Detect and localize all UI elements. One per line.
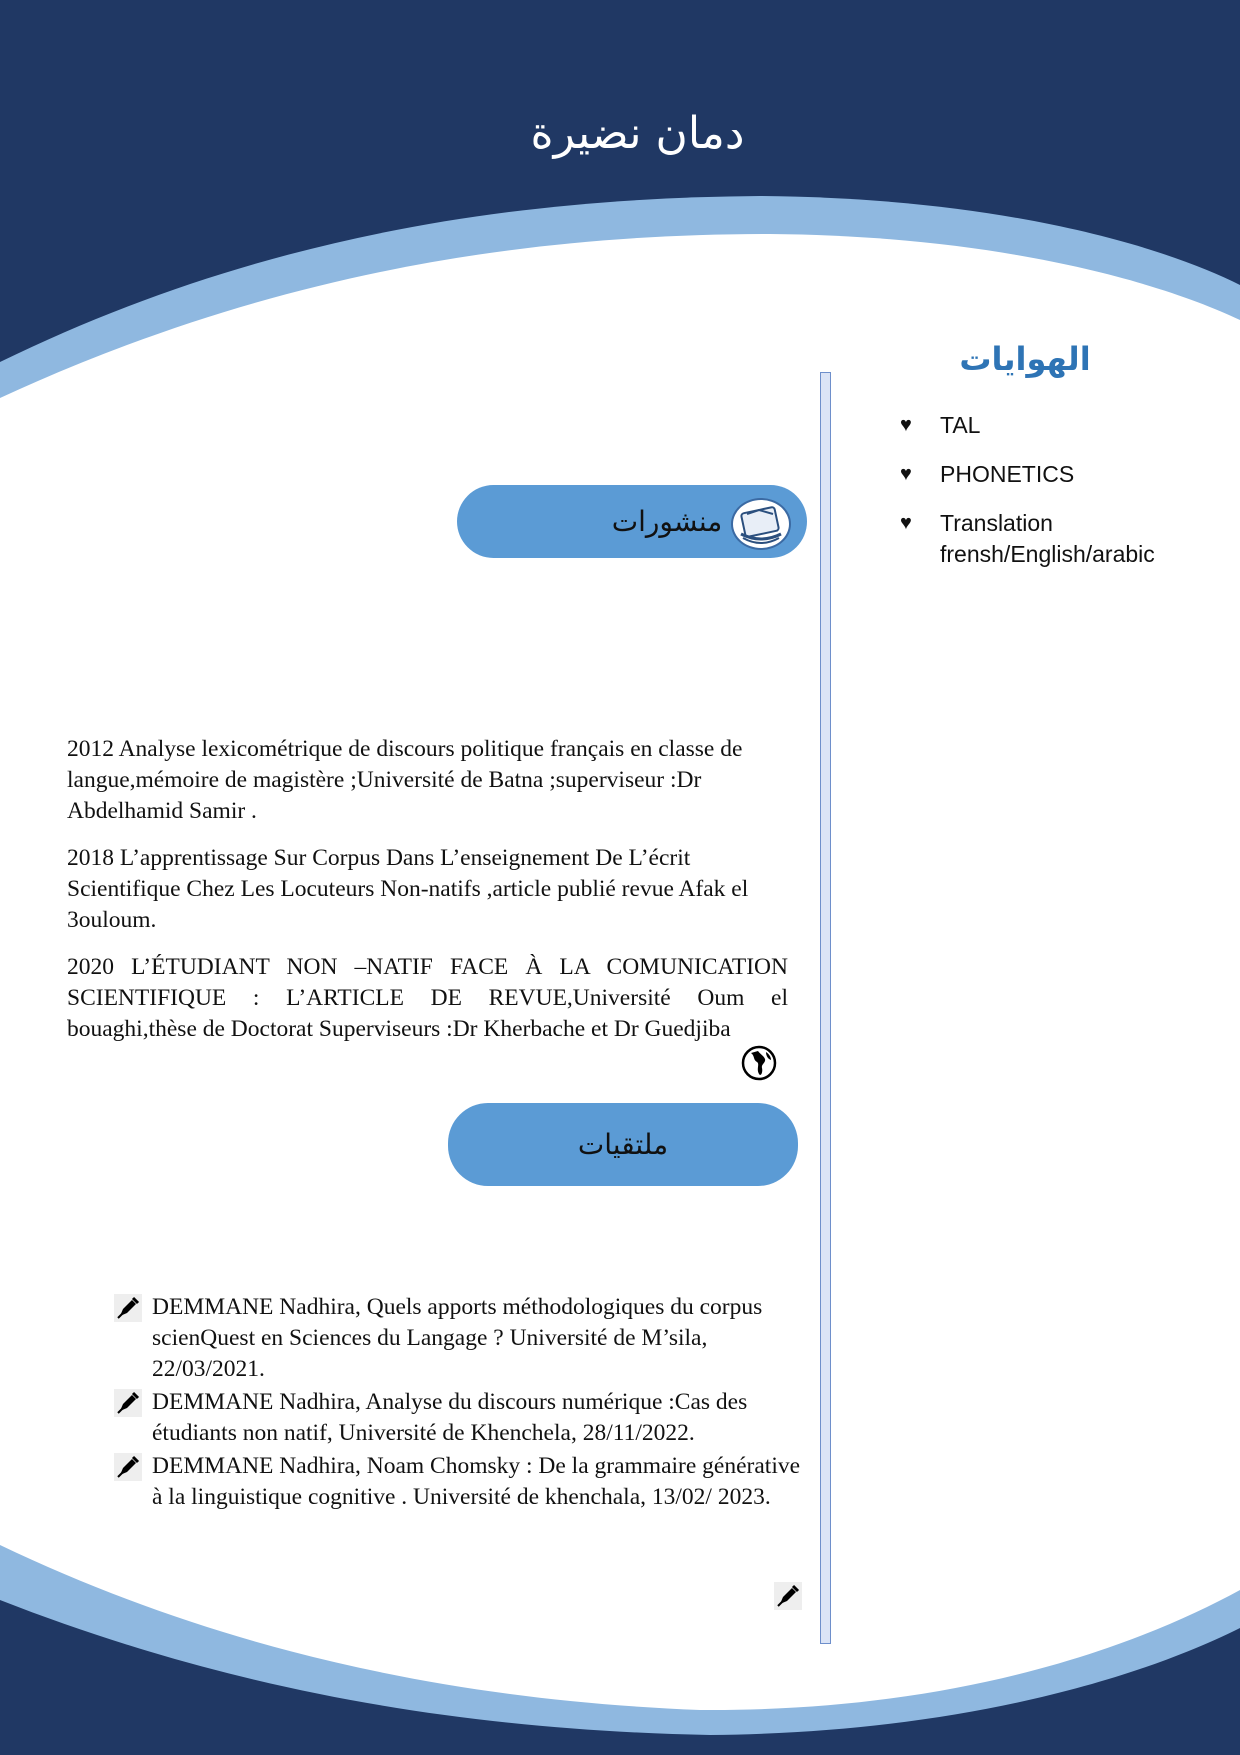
hobbies-title: الهوايات (959, 340, 1091, 378)
list-item (114, 1387, 804, 1449)
pen-icon (114, 1389, 142, 1417)
pen-icon (774, 1582, 802, 1610)
publications-list (67, 734, 788, 1061)
heart-icon: ♥ (900, 512, 912, 534)
hobbies-list (900, 410, 1230, 588)
conference-text: DEMMANE Nadhira, Analyse du discours numérique :Cas des étudiants non natif, Université de Khenchela, 28/11/2022. (152, 1389, 748, 1446)
publications-title: منشورات (611, 505, 723, 538)
header-name: دمان نضيرة (530, 108, 745, 159)
globe-icon (741, 1044, 777, 1082)
hobby-label: Translation frensh/English/arabic (940, 510, 1155, 567)
list-item (114, 1451, 804, 1513)
pen-icon (114, 1294, 142, 1322)
list-item (900, 410, 1230, 441)
list-item (900, 508, 1230, 570)
conferences-list (114, 1292, 804, 1515)
conference-text: DEMMANE Nadhira, Noam Chomsky : De la grammaire générative à la linguistique cognitive . Université de khenchala, 13/02/ 2023. (152, 1453, 801, 1510)
list-item (900, 459, 1230, 490)
heart-icon: ♥ (900, 414, 912, 436)
conference-text: DEMMANE Nadhira, Quels apports méthodologiques du corpus scienQuest en Sciences du Langage ? Université de M’sila, 22/03/2021. (152, 1294, 763, 1382)
publication-item: 2012 Analyse lexicométrique de discours politique français en classe de langue,mémoire de magistère ;Université de Batna ;superviseur :Dr Abdelhamid Samir . (67, 736, 743, 824)
publication-item: 2018 L’apprentissage Sur Corpus Dans L’enseignement De L’écrit Scientifique Chez Les Locuteurs Non-natifs ,article publié revue Afak el 3ouloum. (67, 845, 749, 933)
hobby-label: PHONETICS (940, 461, 1075, 487)
publication-item: 2020 L’ÉTUDIANT NON –NATIF FACE À LA COMUNICATION SCIENTIFIQUE : L’ARTICLE DE REVUE,Université Oum el bouaghi,thèse de Doctorat Superviseurs :Dr Kherbache et Dr Guedjiba (67, 954, 788, 1042)
pen-icon (114, 1453, 142, 1481)
hobby-label: TAL (940, 412, 981, 438)
vertical-divider (820, 372, 831, 1644)
publication-logo-icon (731, 498, 791, 550)
heart-icon: ♥ (900, 463, 912, 485)
conferences-title: ملتقيات (577, 1128, 669, 1161)
list-item (114, 1292, 804, 1385)
conferences-heading (448, 1103, 798, 1186)
